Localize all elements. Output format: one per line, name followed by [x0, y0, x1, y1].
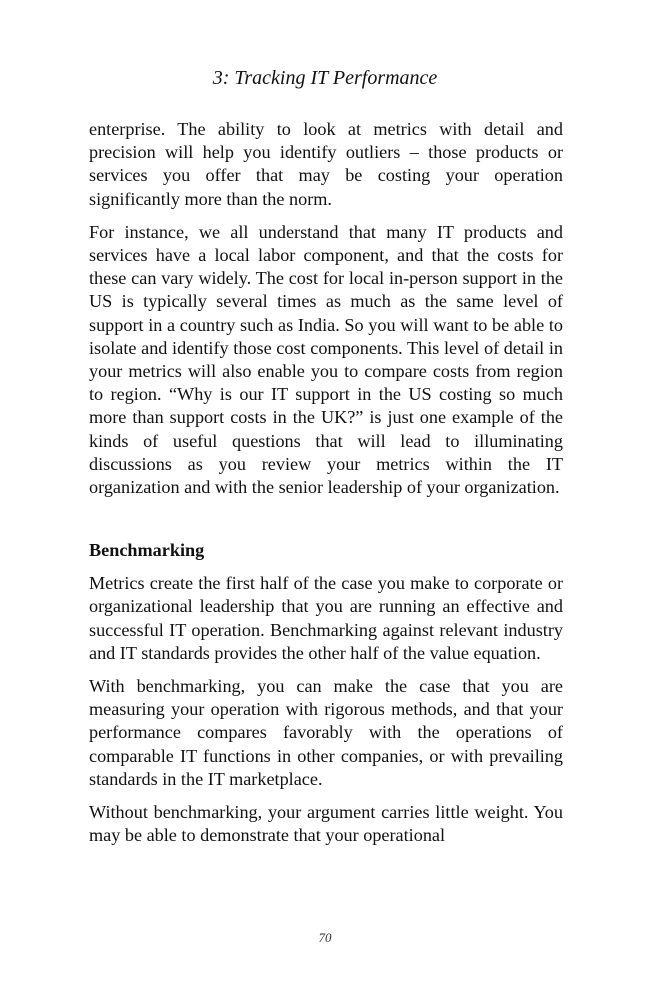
page-number: 70: [318, 930, 332, 945]
paragraph: With benchmarking, you can make the case that you are measuring your operation with rigorous methods, and that your performance compares favorably with the operations of comparable IT functions in other companies, or with prevailing standards in the IT marketplace.: [89, 676, 563, 789]
body-text: [89, 118, 563, 857]
paragraph: Without benchmarking, your argument carries little weight. You may be able to demonstrate that your operational: [89, 802, 563, 846]
paragraph: For instance, we all understand that many IT products and services have a local labor component, and that the costs for these can vary widely. The cost for local in-person support in the US is typically several times as much as the same level of support in a country such as India. So you will want to be able to isolate and identify those cost components. This level of detail in your metrics will also enable you to compare costs from region to region. “Why is our IT support in the US costing so much more than support costs in the UK?” is just one example of the kinds of useful questions that will lead to illuminating discussions as you review your metrics within the IT organization and with the senior leadership of your organization.: [89, 221, 563, 498]
paragraph: enterprise. The ability to look at metrics with detail and precision will help you identify outliers – those products or services you offer that may be costing your operation significantly more than the norm.: [89, 119, 563, 209]
paragraph: Metrics create the first half of the case you make to corporate or organizational leadership that you are running an effective and successful IT operation. Benchmarking against relevant industry and IT standards provides the other half of the value equation.: [89, 573, 563, 663]
section-heading: Benchmarking: [89, 540, 205, 561]
running-header: 3: Tracking IT Performance: [212, 67, 438, 89]
